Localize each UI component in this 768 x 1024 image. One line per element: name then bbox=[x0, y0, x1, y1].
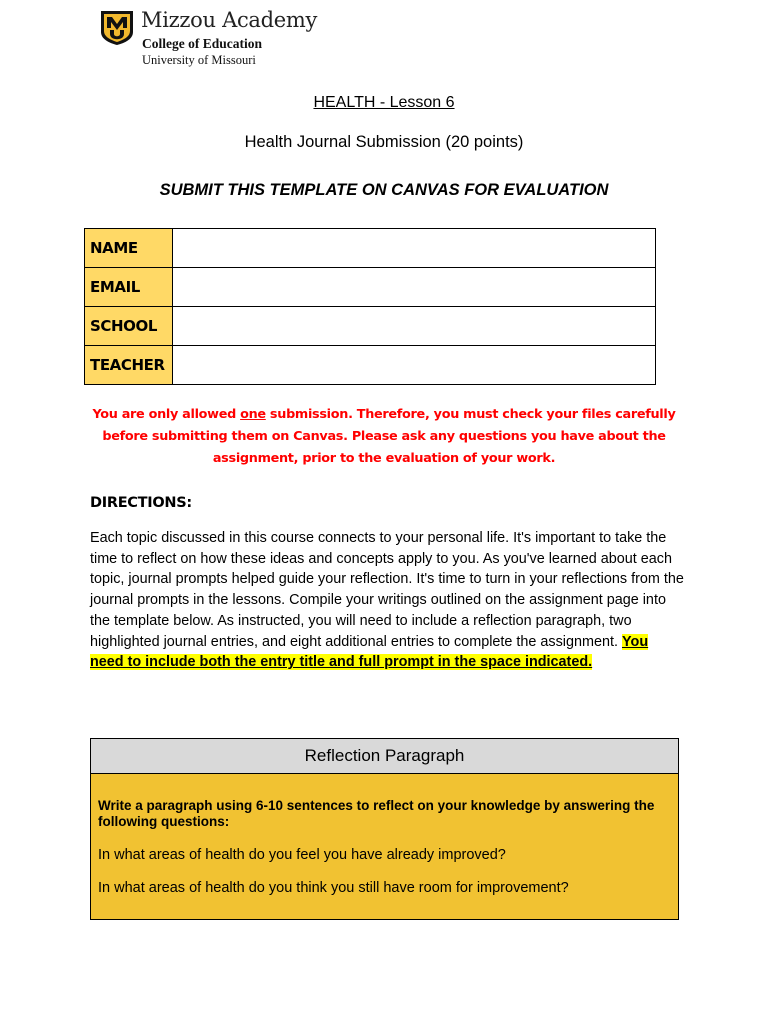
submission-instruction: SUBMIT THIS TEMPLATE ON CANVAS FOR EVALUATION bbox=[159, 181, 609, 199]
teacher-label: TEACHER bbox=[85, 346, 173, 385]
email-label: EMAIL bbox=[85, 268, 173, 307]
document-subtitle: Health Journal Submission (20 points) bbox=[244, 133, 524, 151]
warning-underlined-word: one bbox=[240, 407, 266, 422]
email-field[interactable] bbox=[173, 268, 656, 307]
reflection-question-2: In what areas of health do you think you still have room for improvement? bbox=[98, 880, 569, 896]
name-field[interactable] bbox=[173, 229, 656, 268]
school-field[interactable] bbox=[173, 307, 656, 346]
table-row bbox=[85, 346, 656, 385]
student-info-table bbox=[84, 228, 656, 385]
logo-college: College of Education bbox=[142, 36, 262, 51]
table-row bbox=[85, 229, 656, 268]
warning-text-end: submission. Therefore, you must check your files carefully before submitting them on Canvas. Please ask any questions you have about the assignment, prior to the evaluation of your work. bbox=[102, 407, 676, 466]
logo-university: University of Missouri bbox=[142, 53, 256, 67]
reflection-question-1: In what areas of health do you feel you have already improved? bbox=[98, 847, 506, 863]
reflection-prompt: Write a paragraph using 6-10 sentences to reflect on your knowledge by answering the following questions: bbox=[98, 798, 655, 829]
directions-highlight: You need to include both the entry title and full prompt in the space indicated. bbox=[90, 633, 649, 671]
submission-warning bbox=[84, 404, 684, 470]
mu-shield-logo-icon bbox=[100, 10, 134, 46]
school-label: SCHOOL bbox=[85, 307, 173, 346]
name-label: NAME bbox=[85, 229, 173, 268]
directions-heading: DIRECTIONS: bbox=[90, 495, 192, 511]
table-row bbox=[85, 268, 656, 307]
reflection-paragraph-box bbox=[90, 738, 679, 920]
logo-title: Mizzou Academy bbox=[141, 8, 318, 32]
table-row bbox=[85, 307, 656, 346]
directions-body: Each topic discussed in this course connects to your personal life. It's important to take the time to reflect on how these ideas and concepts apply to you. As you've learned about each topic, journal prompts helped guide your reflection. It's time to turn in your reflections from the journal prompts in the lessons. Compile your writings outlined on the assignment page into the template below. As instructed, you will need to include a reflection paragraph, two highlighted journal entries, and eight additional entries to complete the assignment. bbox=[90, 530, 684, 650]
warning-text-start: You are only allowed bbox=[92, 407, 241, 422]
reflection-header: Reflection Paragraph bbox=[91, 739, 678, 774]
teacher-field[interactable] bbox=[173, 346, 656, 385]
mizzou-academy-logo bbox=[100, 8, 320, 70]
lesson-title: HEALTH - Lesson 6 bbox=[313, 94, 455, 111]
directions-paragraph bbox=[90, 528, 685, 673]
